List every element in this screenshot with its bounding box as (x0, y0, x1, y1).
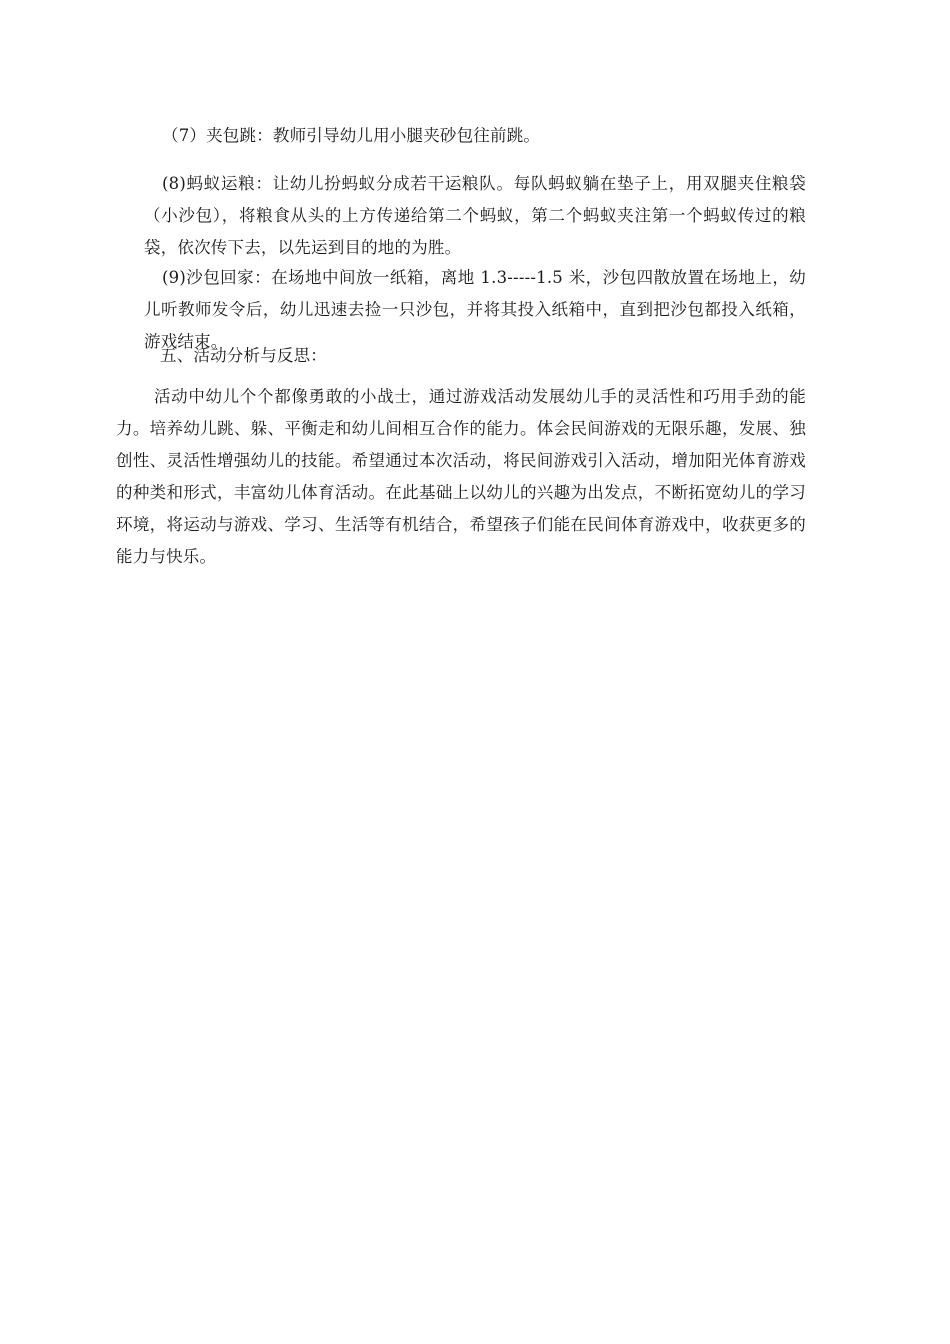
game-item-9: (9)沙包回家：在场地中间放一纸箱，离地 1.3-----1.5 米，沙包四散放置在场地上，幼儿听教师发令后，幼儿迅速去捡一只沙包，并将其投入纸箱中，直到把沙包都投入纸箱，游戏结束。 (144, 268, 806, 351)
game-item-7: （7）夹包跳：教师引导幼儿用小腿夹砂包往前跳。 (162, 126, 541, 145)
section-heading: 五、活动分析与反思： (160, 346, 327, 365)
analysis-paragraph: 活动中幼儿个个都像勇敢的小战士，通过游戏活动发展幼儿手的灵活性和巧用手劲的能力。培养幼儿跳、躲、平衡走和幼儿间相互合作的能力。体会民间游戏的无限乐趣，发展、独创性、灵活性增强幼儿的技能。希望通过本次活动，将民间游戏引入活动，增加阳光体育游戏的种类和形式，丰富幼儿体育活动。在此基础上以幼儿的兴趣为出发点，不断拓宽幼儿的学习环境，将运动与游戏、学习、生活等有机结合，希望孩子们能在民间体育游戏中，收获更多的能力与快乐。 (116, 387, 806, 566)
game-item-8: (8)蚂蚁运粮：让幼儿扮蚂蚁分成若干运粮队。每队蚂蚁躺在垫子上，用双腿夹住粮袋（小沙包），将粮食从头的上方传递给第二个蚂蚁，第二个蚂蚁夹注第一个蚂蚁传过的粮袋，依次传下去，以先运到目的地的为胜。 (144, 174, 806, 257)
